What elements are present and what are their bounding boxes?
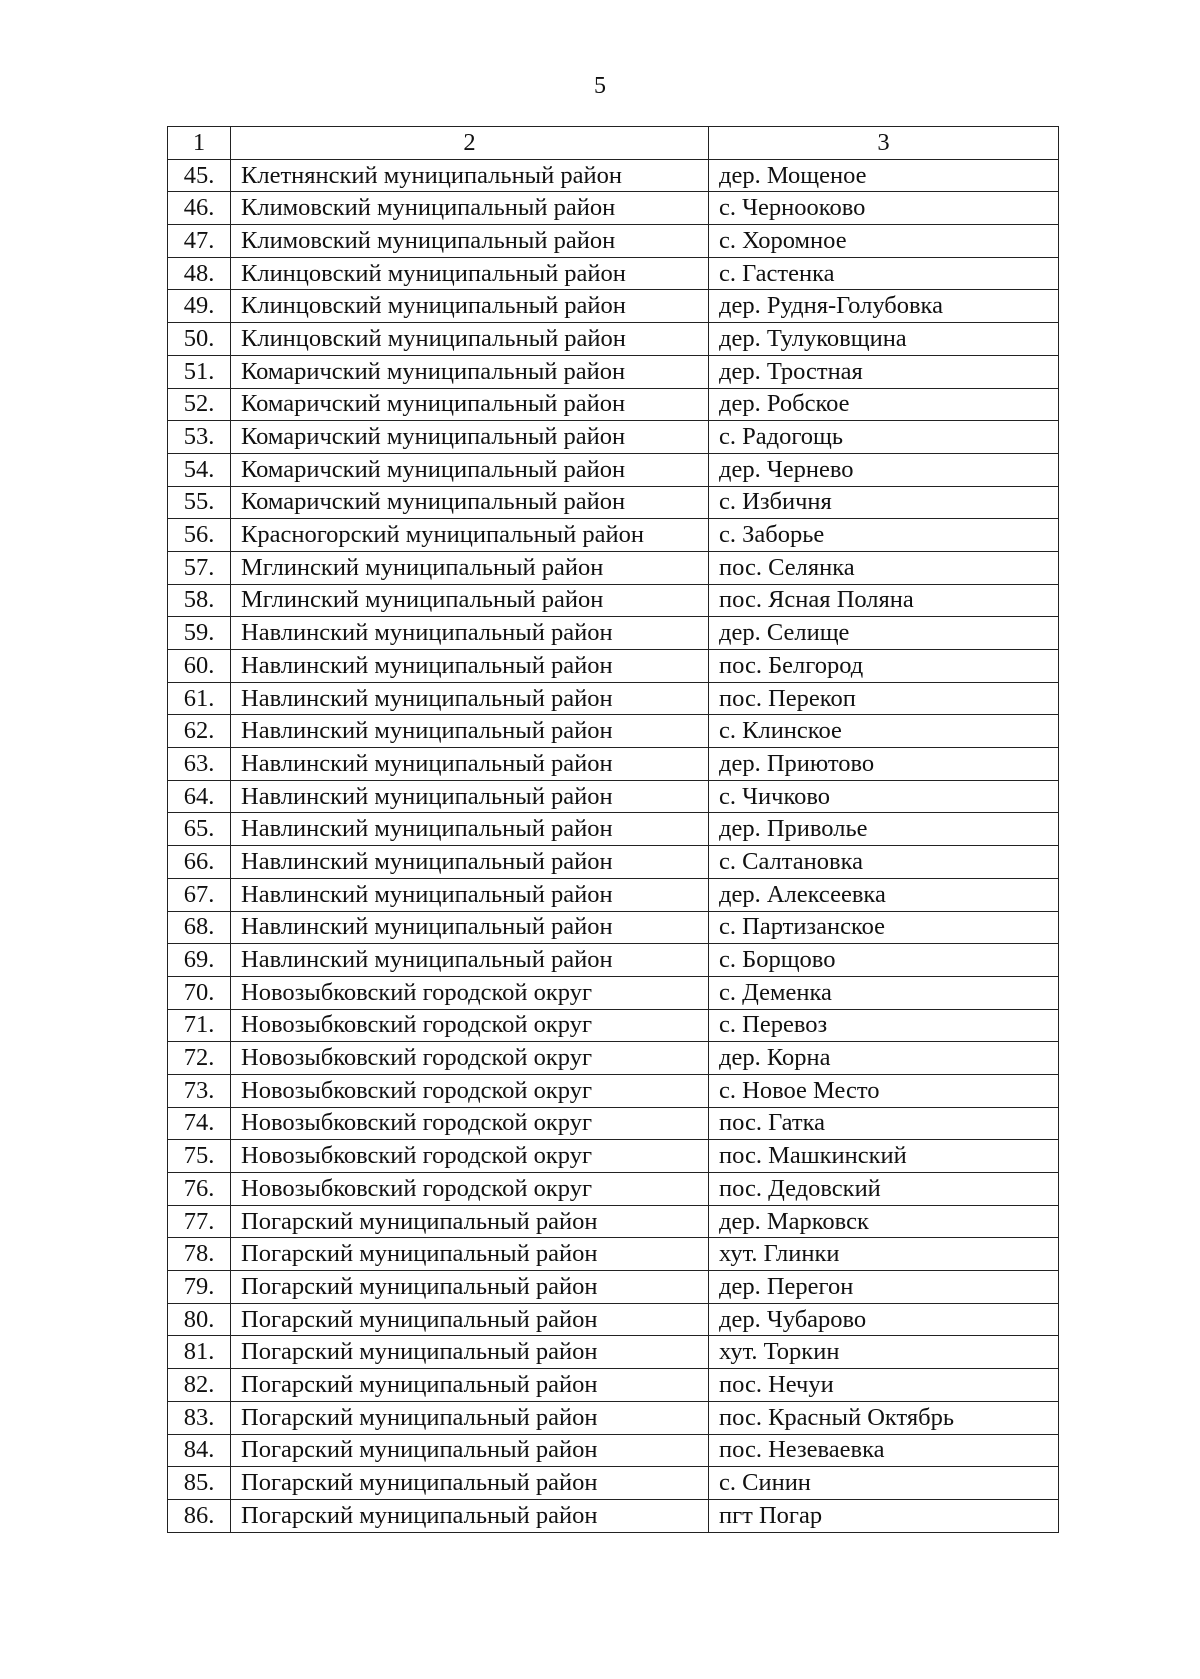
table-row — [168, 159, 1059, 192]
settlement-name: пгт Погар — [709, 1499, 1059, 1532]
settlement-name: дер. Мощеное — [709, 159, 1059, 192]
table-header-row — [168, 127, 1059, 160]
settlement-name: с. Гастенка — [709, 257, 1059, 290]
settlement-name: дер. Корна — [709, 1042, 1059, 1075]
row-number: 67. — [168, 878, 231, 911]
settlement-name: дер. Марковск — [709, 1205, 1059, 1238]
table-row — [168, 486, 1059, 519]
table-row — [168, 715, 1059, 748]
table-row — [168, 584, 1059, 617]
settlement-name: хут. Торкин — [709, 1336, 1059, 1369]
municipality-name: Погарский муниципальный район — [231, 1467, 709, 1500]
table-row — [168, 682, 1059, 715]
municipality-name: Навлинский муниципальный район — [231, 911, 709, 944]
settlement-name: пос. Незеваевка — [709, 1434, 1059, 1467]
table-row — [168, 976, 1059, 1009]
table-row — [168, 519, 1059, 552]
municipality-name: Новозыбковский городской округ — [231, 1140, 709, 1173]
municipality-name: Новозыбковский городской округ — [231, 1173, 709, 1206]
row-number: 60. — [168, 650, 231, 683]
table-row — [168, 748, 1059, 781]
municipality-name: Навлинский муниципальный район — [231, 944, 709, 977]
municipality-name: Навлинский муниципальный район — [231, 617, 709, 650]
row-number: 77. — [168, 1205, 231, 1238]
row-number: 74. — [168, 1107, 231, 1140]
municipality-name: Новозыбковский городской округ — [231, 1074, 709, 1107]
settlement-name: с. Радогощь — [709, 421, 1059, 454]
table-row — [168, 290, 1059, 323]
municipality-name: Погарский муниципальный район — [231, 1434, 709, 1467]
row-number: 61. — [168, 682, 231, 715]
municipality-name: Новозыбковский городской округ — [231, 1042, 709, 1075]
table-row — [168, 1499, 1059, 1532]
table-row — [168, 257, 1059, 290]
table-row — [168, 1271, 1059, 1304]
municipality-name: Погарский муниципальный район — [231, 1271, 709, 1304]
settlement-name: пос. Селянка — [709, 551, 1059, 584]
row-number: 63. — [168, 748, 231, 781]
settlement-name: с. Салтановка — [709, 846, 1059, 879]
row-number: 66. — [168, 846, 231, 879]
settlement-name: дер. Робское — [709, 388, 1059, 421]
settlement-name: с. Заборье — [709, 519, 1059, 552]
settlement-name: пос. Гатка — [709, 1107, 1059, 1140]
municipality-name: Новозыбковский городской округ — [231, 1009, 709, 1042]
row-number: 62. — [168, 715, 231, 748]
municipality-name: Красногорский муниципальный район — [231, 519, 709, 552]
row-number: 51. — [168, 355, 231, 388]
header-col-2: 2 — [231, 127, 709, 160]
settlement-name: пос. Красный Октябрь — [709, 1401, 1059, 1434]
table-row — [168, 192, 1059, 225]
municipality-name: Новозыбковский городской округ — [231, 1107, 709, 1140]
table-row — [168, 1401, 1059, 1434]
settlement-name: с. Борщово — [709, 944, 1059, 977]
row-number: 64. — [168, 780, 231, 813]
row-number: 81. — [168, 1336, 231, 1369]
municipality-name: Погарский муниципальный район — [231, 1205, 709, 1238]
municipality-name: Мглинский муниципальный район — [231, 551, 709, 584]
header-col-3: 3 — [709, 127, 1059, 160]
settlement-name: дер. Чернево — [709, 453, 1059, 486]
municipality-name: Комаричский муниципальный район — [231, 355, 709, 388]
table-row — [168, 1369, 1059, 1402]
municipality-name: Навлинский муниципальный район — [231, 682, 709, 715]
municipality-name: Комаричский муниципальный район — [231, 453, 709, 486]
row-number: 52. — [168, 388, 231, 421]
municipality-name: Погарский муниципальный район — [231, 1369, 709, 1402]
row-number: 78. — [168, 1238, 231, 1271]
row-number: 57. — [168, 551, 231, 584]
municipality-name: Новозыбковский городской округ — [231, 976, 709, 1009]
row-number: 49. — [168, 290, 231, 323]
settlement-name: дер. Рудня-Голубовка — [709, 290, 1059, 323]
row-number: 75. — [168, 1140, 231, 1173]
settlement-name: с. Чернооково — [709, 192, 1059, 225]
settlement-name: дер. Тростная — [709, 355, 1059, 388]
row-number: 53. — [168, 421, 231, 454]
municipality-name: Навлинский муниципальный район — [231, 813, 709, 846]
table-row — [168, 1107, 1059, 1140]
table-row — [168, 1009, 1059, 1042]
row-number: 55. — [168, 486, 231, 519]
municipality-name: Комаричский муниципальный район — [231, 486, 709, 519]
settlement-name: с. Чичково — [709, 780, 1059, 813]
settlement-name: дер. Селище — [709, 617, 1059, 650]
municipality-name: Погарский муниципальный район — [231, 1303, 709, 1336]
row-number: 80. — [168, 1303, 231, 1336]
table-row — [168, 453, 1059, 486]
row-number: 45. — [168, 159, 231, 192]
table-row — [168, 878, 1059, 911]
row-number: 72. — [168, 1042, 231, 1075]
municipality-name: Навлинский муниципальный район — [231, 715, 709, 748]
row-number: 50. — [168, 323, 231, 356]
table-row — [168, 1238, 1059, 1271]
row-number: 47. — [168, 225, 231, 258]
settlement-name: с. Синин — [709, 1467, 1059, 1500]
row-number: 56. — [168, 519, 231, 552]
municipality-name: Комаричский муниципальный район — [231, 388, 709, 421]
municipality-name: Погарский муниципальный район — [231, 1238, 709, 1271]
table-row — [168, 846, 1059, 879]
settlement-name: дер. Чубарово — [709, 1303, 1059, 1336]
municipality-name: Навлинский муниципальный район — [231, 650, 709, 683]
row-number: 46. — [168, 192, 231, 225]
municipality-name: Навлинский муниципальный район — [231, 748, 709, 781]
table-row — [168, 911, 1059, 944]
row-number: 70. — [168, 976, 231, 1009]
table-row — [168, 1074, 1059, 1107]
table-row — [168, 421, 1059, 454]
municipality-name: Погарский муниципальный район — [231, 1499, 709, 1532]
municipality-name: Комаричский муниципальный район — [231, 421, 709, 454]
settlement-name: с. Избичня — [709, 486, 1059, 519]
settlement-name: пос. Дедовский — [709, 1173, 1059, 1206]
row-number: 68. — [168, 911, 231, 944]
table-row — [168, 551, 1059, 584]
settlement-name: с. Клинское — [709, 715, 1059, 748]
municipality-name: Погарский муниципальный район — [231, 1336, 709, 1369]
table-row — [168, 1434, 1059, 1467]
settlement-name: дер. Алексеевка — [709, 878, 1059, 911]
row-number: 69. — [168, 944, 231, 977]
settlement-name: хут. Глинки — [709, 1238, 1059, 1271]
settlement-name: пос. Машкинский — [709, 1140, 1059, 1173]
table-row — [168, 355, 1059, 388]
row-number: 76. — [168, 1173, 231, 1206]
municipality-name: Клинцовский муниципальный район — [231, 323, 709, 356]
row-number: 58. — [168, 584, 231, 617]
row-number: 86. — [168, 1499, 231, 1532]
settlement-name: с. Хоромное — [709, 225, 1059, 258]
settlement-name: пос. Белгород — [709, 650, 1059, 683]
table-row — [168, 1140, 1059, 1173]
page-number: 5 — [594, 73, 606, 99]
settlement-name: пос. Перекоп — [709, 682, 1059, 715]
table-row — [168, 1205, 1059, 1238]
table-row — [168, 1303, 1059, 1336]
settlement-name: дер. Приютово — [709, 748, 1059, 781]
municipality-name: Навлинский муниципальный район — [231, 846, 709, 879]
municipality-name: Погарский муниципальный район — [231, 1401, 709, 1434]
municipality-name: Навлинский муниципальный район — [231, 878, 709, 911]
row-number: 85. — [168, 1467, 231, 1500]
municipality-name: Навлинский муниципальный район — [231, 780, 709, 813]
row-number: 59. — [168, 617, 231, 650]
municipality-name: Клетнянский муниципальный район — [231, 159, 709, 192]
table-row — [168, 323, 1059, 356]
settlement-name: с. Новое Место — [709, 1074, 1059, 1107]
table-row — [168, 650, 1059, 683]
table-row — [168, 388, 1059, 421]
municipality-name: Клинцовский муниципальный район — [231, 290, 709, 323]
settlement-name: с. Партизанское — [709, 911, 1059, 944]
municipality-name: Клинцовский муниципальный район — [231, 257, 709, 290]
row-number: 82. — [168, 1369, 231, 1402]
row-number: 65. — [168, 813, 231, 846]
settlement-name: с. Деменка — [709, 976, 1059, 1009]
settlement-name: с. Перевоз — [709, 1009, 1059, 1042]
row-number: 83. — [168, 1401, 231, 1434]
row-number: 71. — [168, 1009, 231, 1042]
table-body — [168, 127, 1059, 1533]
row-number: 79. — [168, 1271, 231, 1304]
municipality-name: Мглинский муниципальный район — [231, 584, 709, 617]
table-row — [168, 225, 1059, 258]
settlement-name: дер. Тулуковщина — [709, 323, 1059, 356]
header-col-1: 1 — [168, 127, 231, 160]
row-number: 84. — [168, 1434, 231, 1467]
table-row — [168, 813, 1059, 846]
row-number: 48. — [168, 257, 231, 290]
table-row — [168, 780, 1059, 813]
settlements-table — [167, 126, 1059, 1533]
table-row — [168, 1336, 1059, 1369]
settlement-name: пос. Ясная Поляна — [709, 584, 1059, 617]
municipality-name: Климовский муниципальный район — [231, 192, 709, 225]
row-number: 73. — [168, 1074, 231, 1107]
settlement-name: дер. Приволье — [709, 813, 1059, 846]
row-number: 54. — [168, 453, 231, 486]
municipality-name: Климовский муниципальный район — [231, 225, 709, 258]
table-row — [168, 944, 1059, 977]
settlement-name: пос. Нечуи — [709, 1369, 1059, 1402]
table-row — [168, 1173, 1059, 1206]
table-row — [168, 1042, 1059, 1075]
table-row — [168, 617, 1059, 650]
settlement-name: дер. Перегон — [709, 1271, 1059, 1304]
table-row — [168, 1467, 1059, 1500]
